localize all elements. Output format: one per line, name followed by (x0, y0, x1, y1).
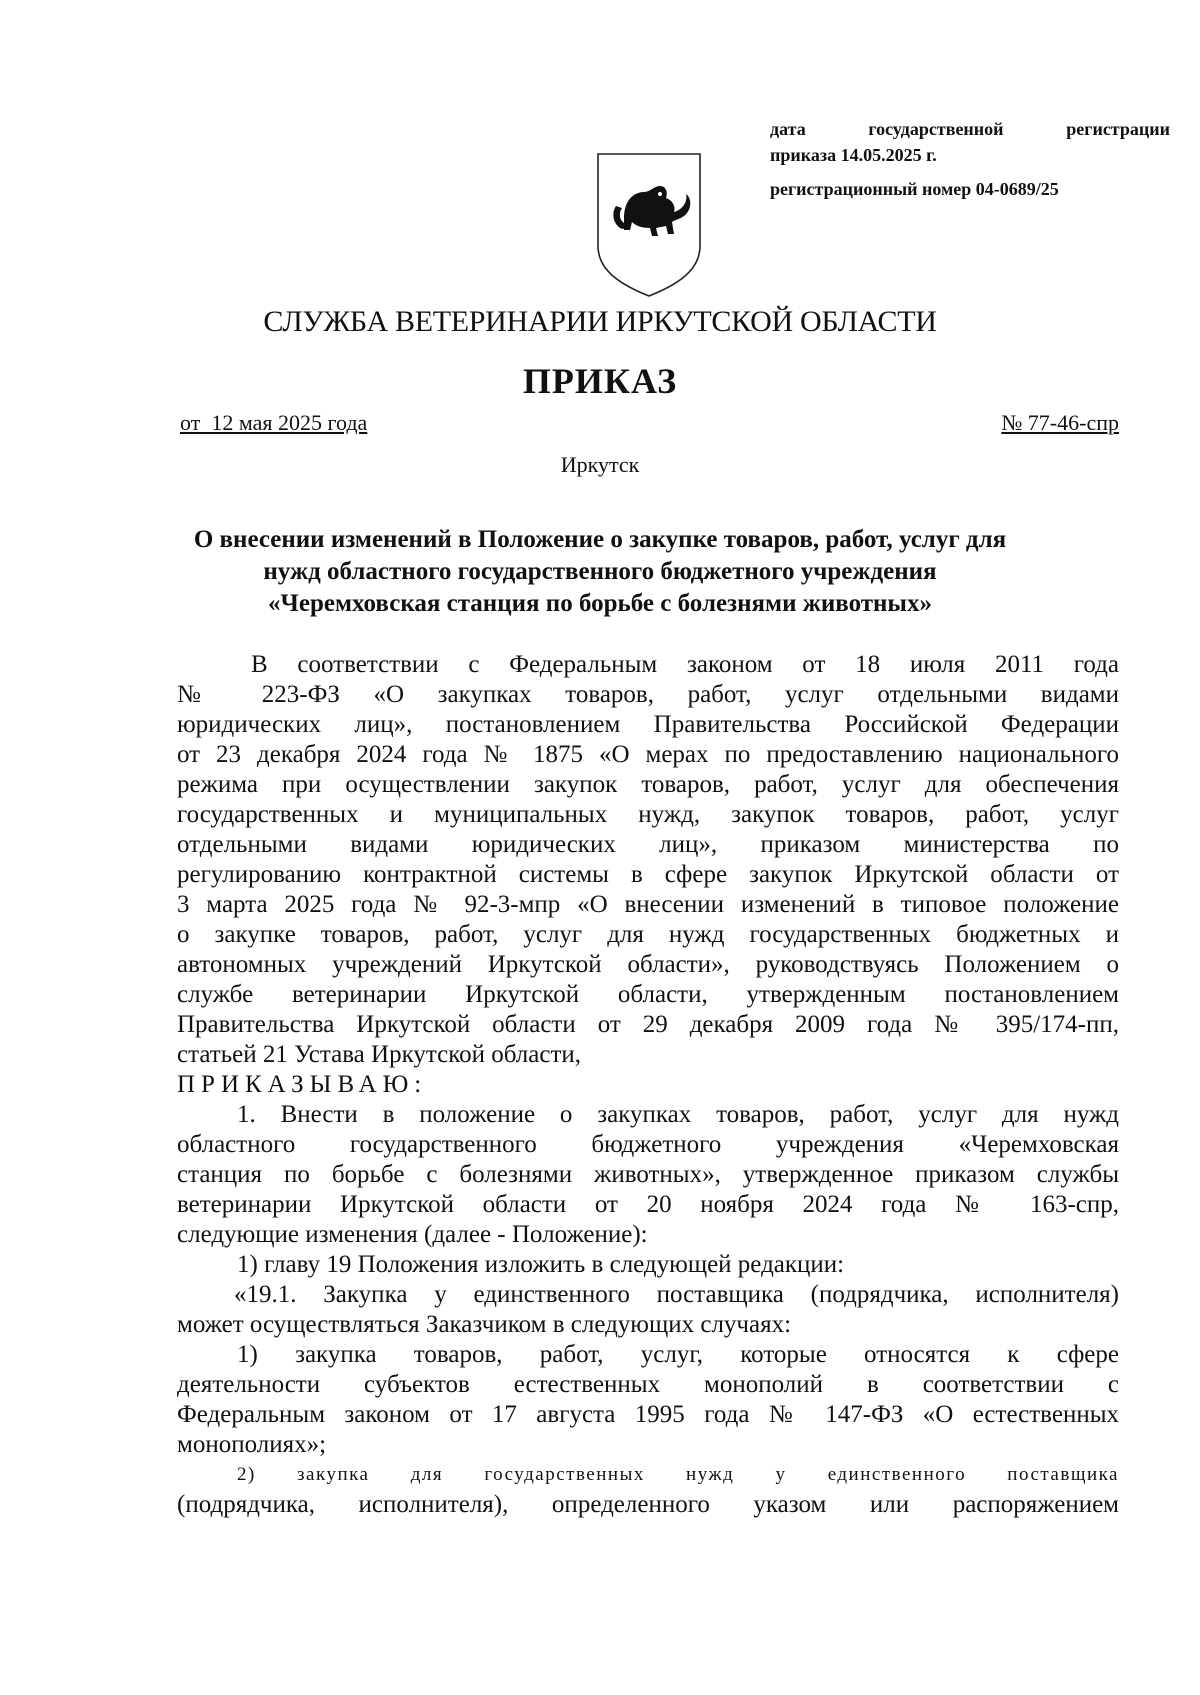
body-line: 2) закупка для государственных нужд у единственного поставщика (237, 1464, 1119, 1485)
order-date: от 12 мая 2025 года (180, 410, 368, 435)
body-line: режима при осуществлении закупок товаров, работ, услуг для обеспечения (177, 771, 1119, 798)
title-line: О внесении изменений в Положение о закупке товаров, работ, услуг для (193, 526, 1007, 553)
body-line: от 23 декабря 2024 года № 1875 «О мерах по предоставлению национального (177, 741, 1119, 768)
body-line: № 223-ФЗ «О закупках товаров, работ, услуг отдельными видами (177, 681, 1119, 708)
document-body (177, 650, 1119, 1520)
body-line: В соответствии с Федеральным законом от 18 июля 2011 года (251, 651, 1119, 678)
body-line: 1) закупка товаров, работ, услуг, которые относятся к сфере (237, 1341, 1119, 1368)
body-line: статьей 21 Устава Иркутской области, (177, 1041, 582, 1068)
body-line: службе ветеринарии Иркутской области, утвержденным постановлением (177, 981, 1119, 1008)
body-line: 1. Внести в положение о закупках товаров, работ, услуг для нужд (237, 1101, 1119, 1128)
body-line: (подрядчика, исполнителя), определенного указом или распоряжением (177, 1491, 1119, 1518)
registration-number: регистрационный номер 04-0689/25 (770, 179, 1059, 199)
body-line: Правительства Иркутской области от 29 декабря 2009 года № 395/174-пп, (177, 1011, 1119, 1038)
body-line: следующие изменения (далее - Положение): (177, 1221, 648, 1248)
organization-name: СЛУЖБА ВЕТЕРИНАРИИ ИРКУТСКОЙ ОБЛАСТИ (263, 305, 937, 338)
body-line: регулированию контрактной системы в сфере закупок Иркутской области от (177, 861, 1119, 888)
body-line: монополиях»; (177, 1431, 327, 1458)
body-line: 3 марта 2025 года № 92-3-мпр «О внесении изменений в типовое положение (177, 891, 1119, 918)
irkutsk-coat-of-arms-icon (594, 150, 704, 300)
body-line: «19.1. Закупка у единственного поставщика (подрядчика, исполнителя) (234, 1281, 1119, 1308)
body-line: автономных учреждений Иркутской области», руководствуясь Положением о (177, 951, 1119, 978)
registration-date: приказа 14.05.2025 г. (770, 145, 937, 165)
body-line: юридических лиц», постановлением Правительства Российской Федерации (177, 711, 1119, 738)
order-directive: ПРИКАЗЫВАЮ: (177, 1071, 428, 1098)
body-line: государственных и муниципальных нужд, закупок товаров, работ, услуг (177, 801, 1119, 828)
document-title (150, 524, 1050, 620)
body-line: Федеральным законом от 17 августа 1995 года № 147-ФЗ «О естественных (177, 1401, 1119, 1428)
registration-stamp (770, 116, 1170, 202)
body-line: ветеринарии Иркутской области от 20 ноября 2024 года № 163-спр, (177, 1191, 1119, 1218)
title-line: нужд областного государственного бюджетного учреждения (263, 558, 937, 585)
document-type: ПРИКАЗ (522, 361, 678, 401)
body-line: может осуществляться Заказчиком в следующих случаях: (177, 1311, 792, 1338)
body-line: 1) главу 19 Положения изложить в следующей редакции: (237, 1251, 845, 1278)
body-line: деятельности субъектов естественных монополий в соответствии с (177, 1371, 1119, 1398)
city: Иркутск (560, 452, 640, 477)
body-line: отдельными видами юридических лиц», приказом министерства по (177, 831, 1119, 858)
title-line: «Черемховская станция по борьбе с болезнями животных» (268, 590, 932, 617)
registration-date-label: дата государственной регистрации (770, 119, 1170, 139)
body-line: о закупке товаров, работ, услуг для нужд государственных бюджетных и (177, 921, 1119, 948)
body-line: станция по борьбе с болезнями животных», утвержденное приказом службы (177, 1161, 1119, 1188)
order-number: № 77-46-спр (1001, 410, 1119, 435)
body-line: областного государственного бюджетного учреждения «Черемховская (177, 1131, 1119, 1158)
